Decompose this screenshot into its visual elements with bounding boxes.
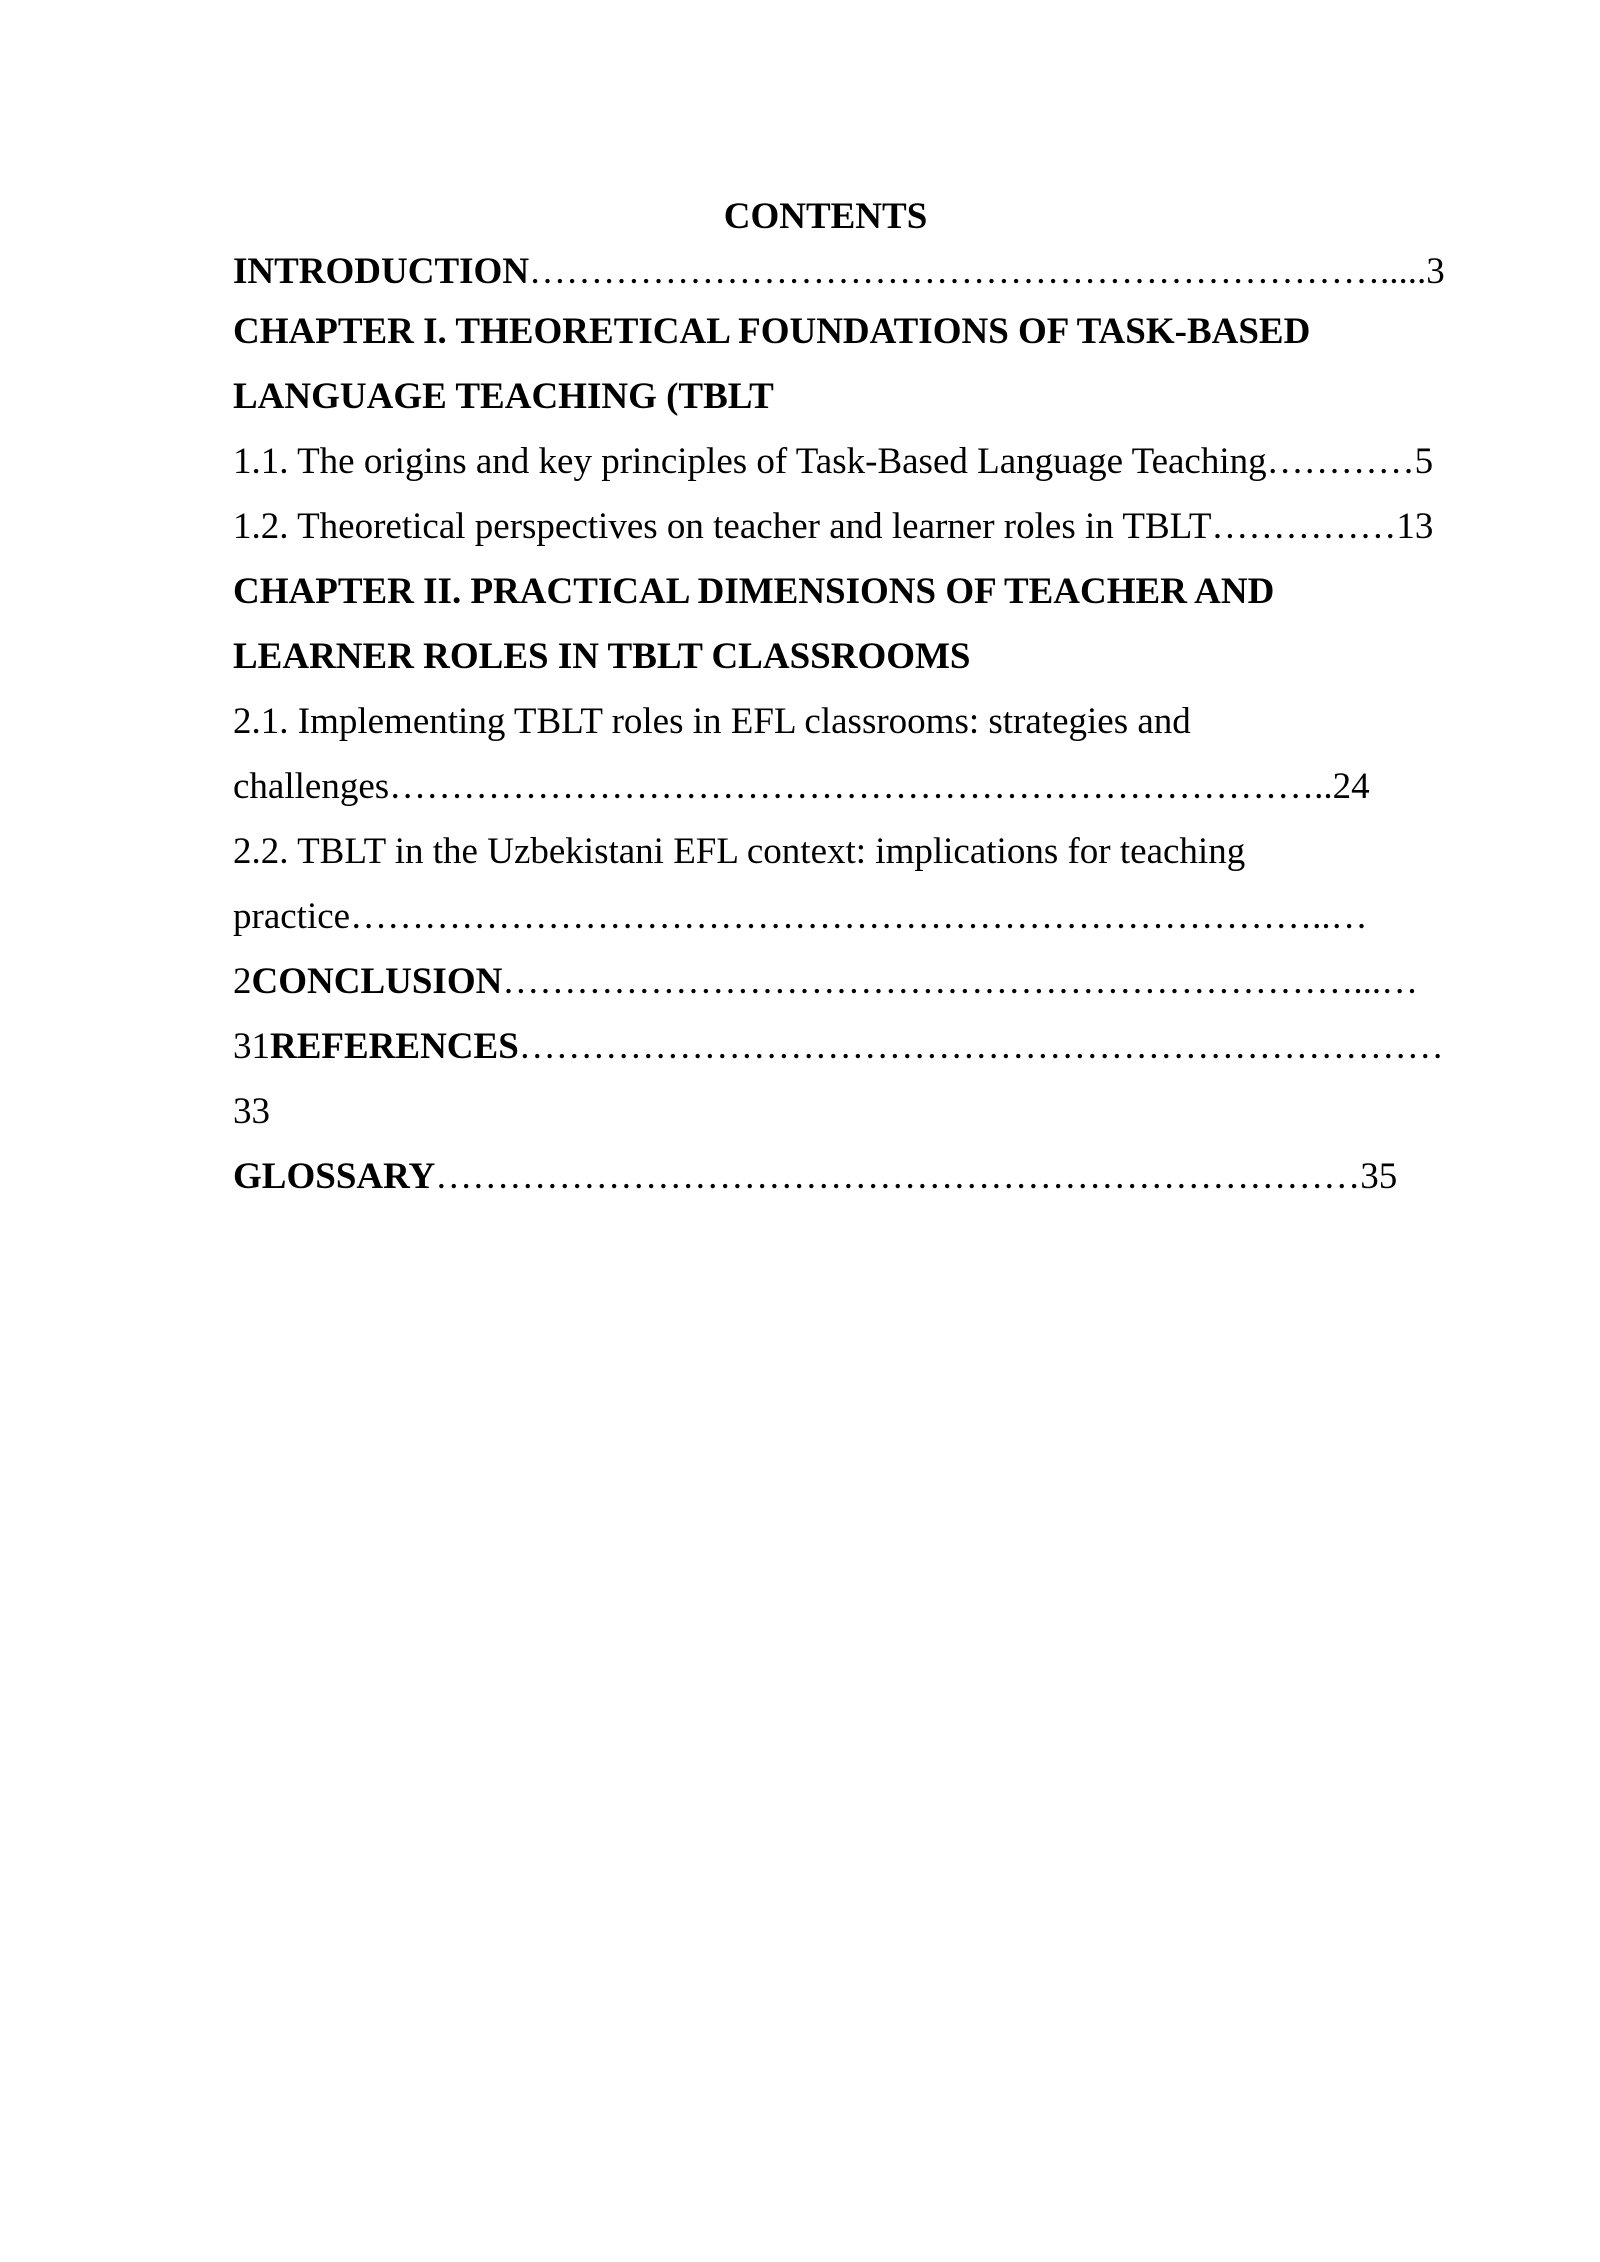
- toc-leader-introduction: …………………………………………………………….....3: [529, 251, 1445, 292]
- table-of-contents: [233, 190, 1473, 1209]
- toc-entry-references: [233, 1014, 1473, 1079]
- toc-chapter-1-line-2: LANGUAGE TEACHING (TBLT: [233, 376, 774, 417]
- toc-heading-introduction: INTRODUCTION: [233, 251, 530, 292]
- toc-entry-introduction: [233, 244, 1473, 299]
- toc-leader-references: …………………………………………………………………: [518, 1026, 1444, 1067]
- toc-heading-references: REFERENCES: [270, 1026, 519, 1067]
- toc-entry-glossary: [233, 1144, 1473, 1209]
- toc-section-2-1-line-1: 2.1. Implementing TBLT roles in EFL classrooms: strategies and: [233, 701, 1191, 742]
- toc-section-1-2: 1.2. Theoretical perspectives on teacher and learner roles in TBLT……………13: [233, 506, 1434, 547]
- toc-heading-glossary: GLOSSARY: [233, 1156, 436, 1197]
- toc-chapter-2-line-2: LEARNER ROLES IN TBLT CLASSROOMS: [233, 636, 971, 677]
- page-title: CONTENTS: [723, 196, 928, 237]
- toc-section-2-2-line-1: 2.2. TBLT in the Uzbekistani EFL context: implications for teaching: [233, 831, 1246, 872]
- toc-leader-conclusion: ……………………………………………………………...…: [502, 961, 1419, 1002]
- toc-entry-conclusion: [233, 949, 1473, 1014]
- toc-references-page: 33: [233, 1091, 270, 1132]
- toc-prefix-references: 31: [233, 1026, 270, 1067]
- toc-leader-glossary: …………………………………………………………………35: [435, 1156, 1398, 1197]
- toc-heading-conclusion: CONCLUSION: [251, 961, 503, 1002]
- toc-section-2-2-line-2: practice……………………………………………………………………..…: [233, 896, 1368, 937]
- toc-section-2-1-line-2: challenges…………………………………………………………………..24: [233, 766, 1370, 807]
- toc-section-1-1: 1.1. The origins and key principles of Task-Based Language Teaching…………5: [233, 441, 1434, 482]
- toc-chapter-1-line-1: CHAPTER I. THEORETICAL FOUNDATIONS OF TASK-BASED: [233, 311, 1311, 352]
- toc-chapter-2-line-1: CHAPTER II. PRACTICAL DIMENSIONS OF TEACHER AND: [233, 571, 1275, 612]
- toc-prefix-conclusion: 2: [233, 961, 252, 1002]
